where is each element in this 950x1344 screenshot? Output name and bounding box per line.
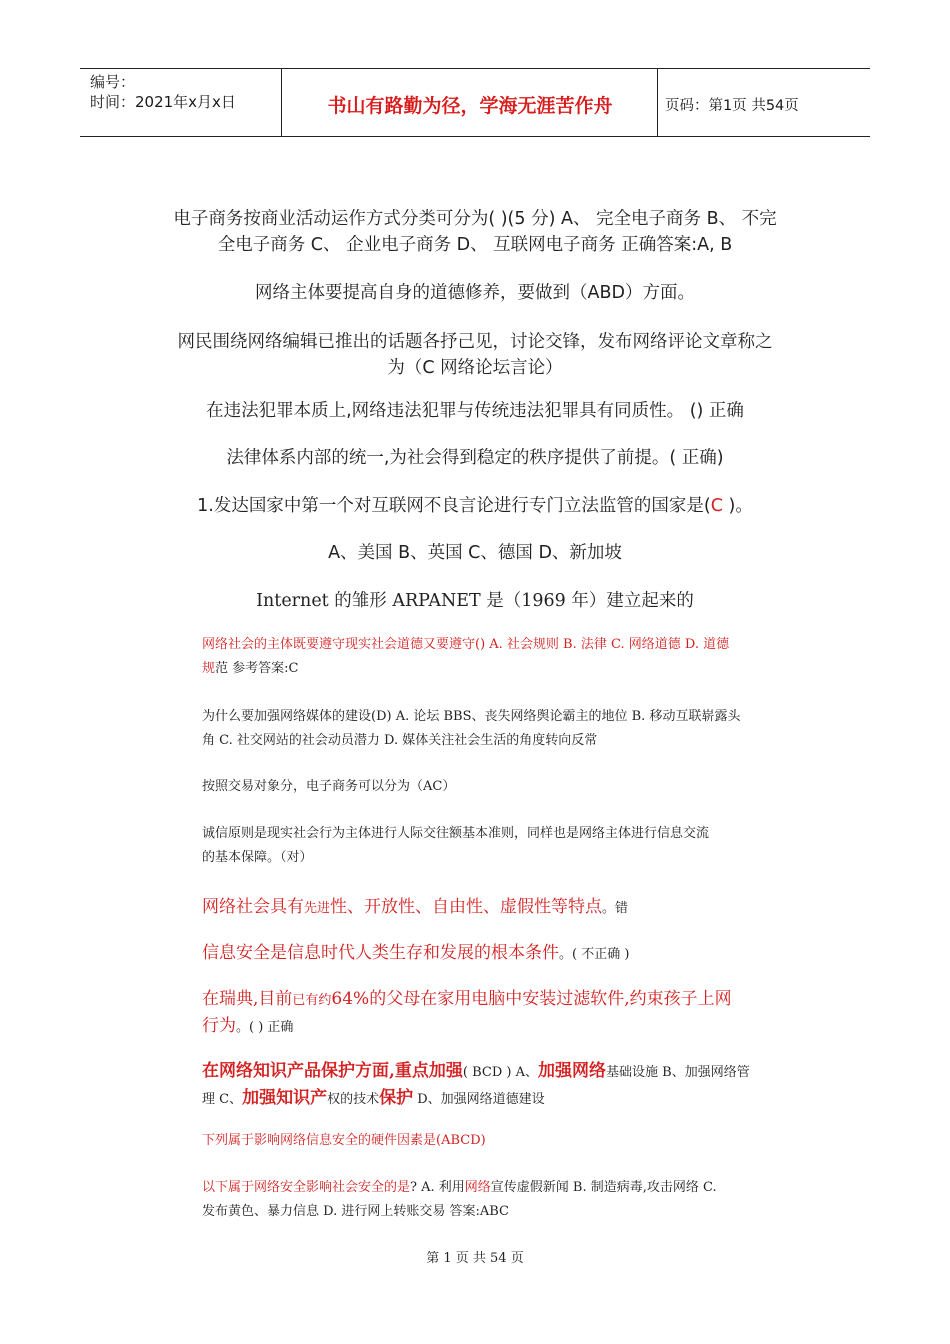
question-text: 理 C、 — [202, 1092, 243, 1107]
header-right-cell — [659, 69, 870, 136]
question-text: 在网络知识产品保护方面 — [202, 1061, 389, 1081]
answer-text: 。( 不正确 ) — [559, 947, 630, 962]
question-text: 已有约 — [292, 993, 332, 1008]
answer-highlight: C — [710, 496, 723, 516]
question-social-security — [202, 1176, 812, 1224]
question-text: 基础设施 B、加强网络管 — [606, 1065, 750, 1080]
question-line: 的基本保障。（对） — [202, 850, 313, 865]
question-text: D、加强网络道德建设 — [413, 1092, 545, 1107]
question-text: 64%的父母在家用电脑中安装过滤软件,约束孩子上网 — [331, 989, 732, 1009]
question-line: 电子商务按商业活动运作方式分类可分为( )(5 分) A、 完全电子商务 B、 不完 — [173, 209, 777, 229]
question-line: 为什么要加强网络媒体的建设(D) A. 论坛 BBS、丧失网络舆论霸主的地位 B. 移动互联崭露头 — [202, 709, 741, 724]
answer-text: 范 参考答案:C — [215, 661, 299, 676]
question-network-society-subject — [202, 633, 812, 681]
question-hardware-factors: 下列属于影响网络信息安全的硬件因素是(ABCD) — [202, 1133, 486, 1148]
question-first-country — [100, 493, 850, 519]
question-text: 在瑞典,目前 — [202, 989, 293, 1009]
question-trade-objects: 按照交易对象分，电子商务可以分为（AC） — [202, 779, 456, 794]
question-text: ? A. 利用 — [410, 1180, 465, 1195]
question-text: ,重点加强 — [389, 1061, 463, 1081]
question-text: 加强网络 — [538, 1061, 607, 1081]
question-text: 网络社会具有 — [202, 897, 304, 917]
header-left-cell — [80, 69, 282, 136]
header-motto: 书山有路勤为径，学海无涯苦作舟 — [327, 95, 613, 117]
question-text: 权的技术 — [327, 1092, 380, 1107]
question-text: 宣传虚假新闻 B. 制造病毒,攻击网络 C. — [490, 1180, 717, 1195]
header-page-info: 页码：第1页 共54页 — [665, 98, 799, 114]
question-network-media — [202, 705, 812, 753]
page-footer: 第 1 页 共 54 页 — [426, 1251, 524, 1266]
question-sweden-filter — [202, 986, 822, 1040]
question-line: 诚信原则是现实社会行为主体进行人际交往额基本准则，同样也是网络主体进行信息交流 — [202, 826, 710, 841]
question-ecommerce-classification — [100, 206, 850, 258]
question-line: 全电子商务 C、 企业电子商务 D、 互联网电子商务 正确答案:A, B — [217, 235, 733, 255]
question-text: 加强知识产 — [242, 1088, 328, 1108]
question-crime-nature: 在违法犯罪本质上,网络违法犯罪与传统违法犯罪具有同质性。 () 正确 — [206, 401, 744, 421]
question-network-comment — [100, 329, 850, 381]
answer-text: 。( ) 正确 — [236, 1020, 294, 1035]
question-line: 发布黄色、暴力信息 D. 进行网上转账交易 答案:ABC — [202, 1204, 509, 1219]
question-legal-system: 法律体系内部的统一,为社会得到稳定的秩序提供了前提。( 正确) — [226, 448, 724, 468]
question-line: 角 C. 社交网站的社会动员潜力 D. 媒体关注社会生活的角度转向反常 — [202, 733, 598, 748]
number-label: 编号： — [90, 73, 136, 91]
question-line: 网民围绕网络编辑已推出的话题各抒己见，讨论交锋，发布网络评论文章称之 — [177, 332, 773, 352]
question-text: 先进 — [304, 901, 331, 916]
question-ip-protection — [202, 1058, 817, 1112]
question-line: 为（C 网络论坛言论） — [387, 358, 563, 378]
question-network-features — [202, 894, 822, 921]
question-text: 以下属于网络安全影响社会安全的是 — [202, 1180, 411, 1195]
question-text: 性、开放性、自由性、虚假性等特点 — [330, 897, 603, 917]
question-text: 保护 — [379, 1088, 414, 1108]
question-text: 信息安全是信息时代人类生存和发展的根本条件 — [202, 943, 559, 963]
question-moral-cultivation: 网络主体要提高自身的道德修养，要做到（ABD）方面。 — [255, 283, 695, 303]
question-text: 1.发达国家中第一个对互联网不良言论进行专门立法监管的国家是( — [197, 496, 711, 516]
question-text: 行为 — [202, 1016, 236, 1036]
question-text: 规 — [202, 661, 216, 676]
question-text: )。 — [722, 496, 753, 516]
question-info-security — [202, 940, 822, 967]
question-text: 网络 — [464, 1180, 491, 1195]
answer-text: 。错 — [602, 901, 629, 916]
question-arpanet: Internet 的雏形 ARPANET 是（1969 年）建立起来的 — [256, 591, 694, 611]
question-text: ( BCD ) A、 — [462, 1065, 539, 1080]
question-line: 网络社会的主体既要遵守现实社会道德又要遵守() A. 社会规则 B. 法律 C. 网络道德 D. 道德 — [202, 637, 730, 652]
document-header — [80, 68, 870, 137]
question-integrity-principle — [202, 822, 812, 870]
date-label: 时间：2021年x月x日 — [90, 93, 236, 111]
answer-options: A、美国 B、英国 C、德国 D、新加坡 — [328, 543, 622, 563]
header-middle-cell — [283, 69, 658, 136]
